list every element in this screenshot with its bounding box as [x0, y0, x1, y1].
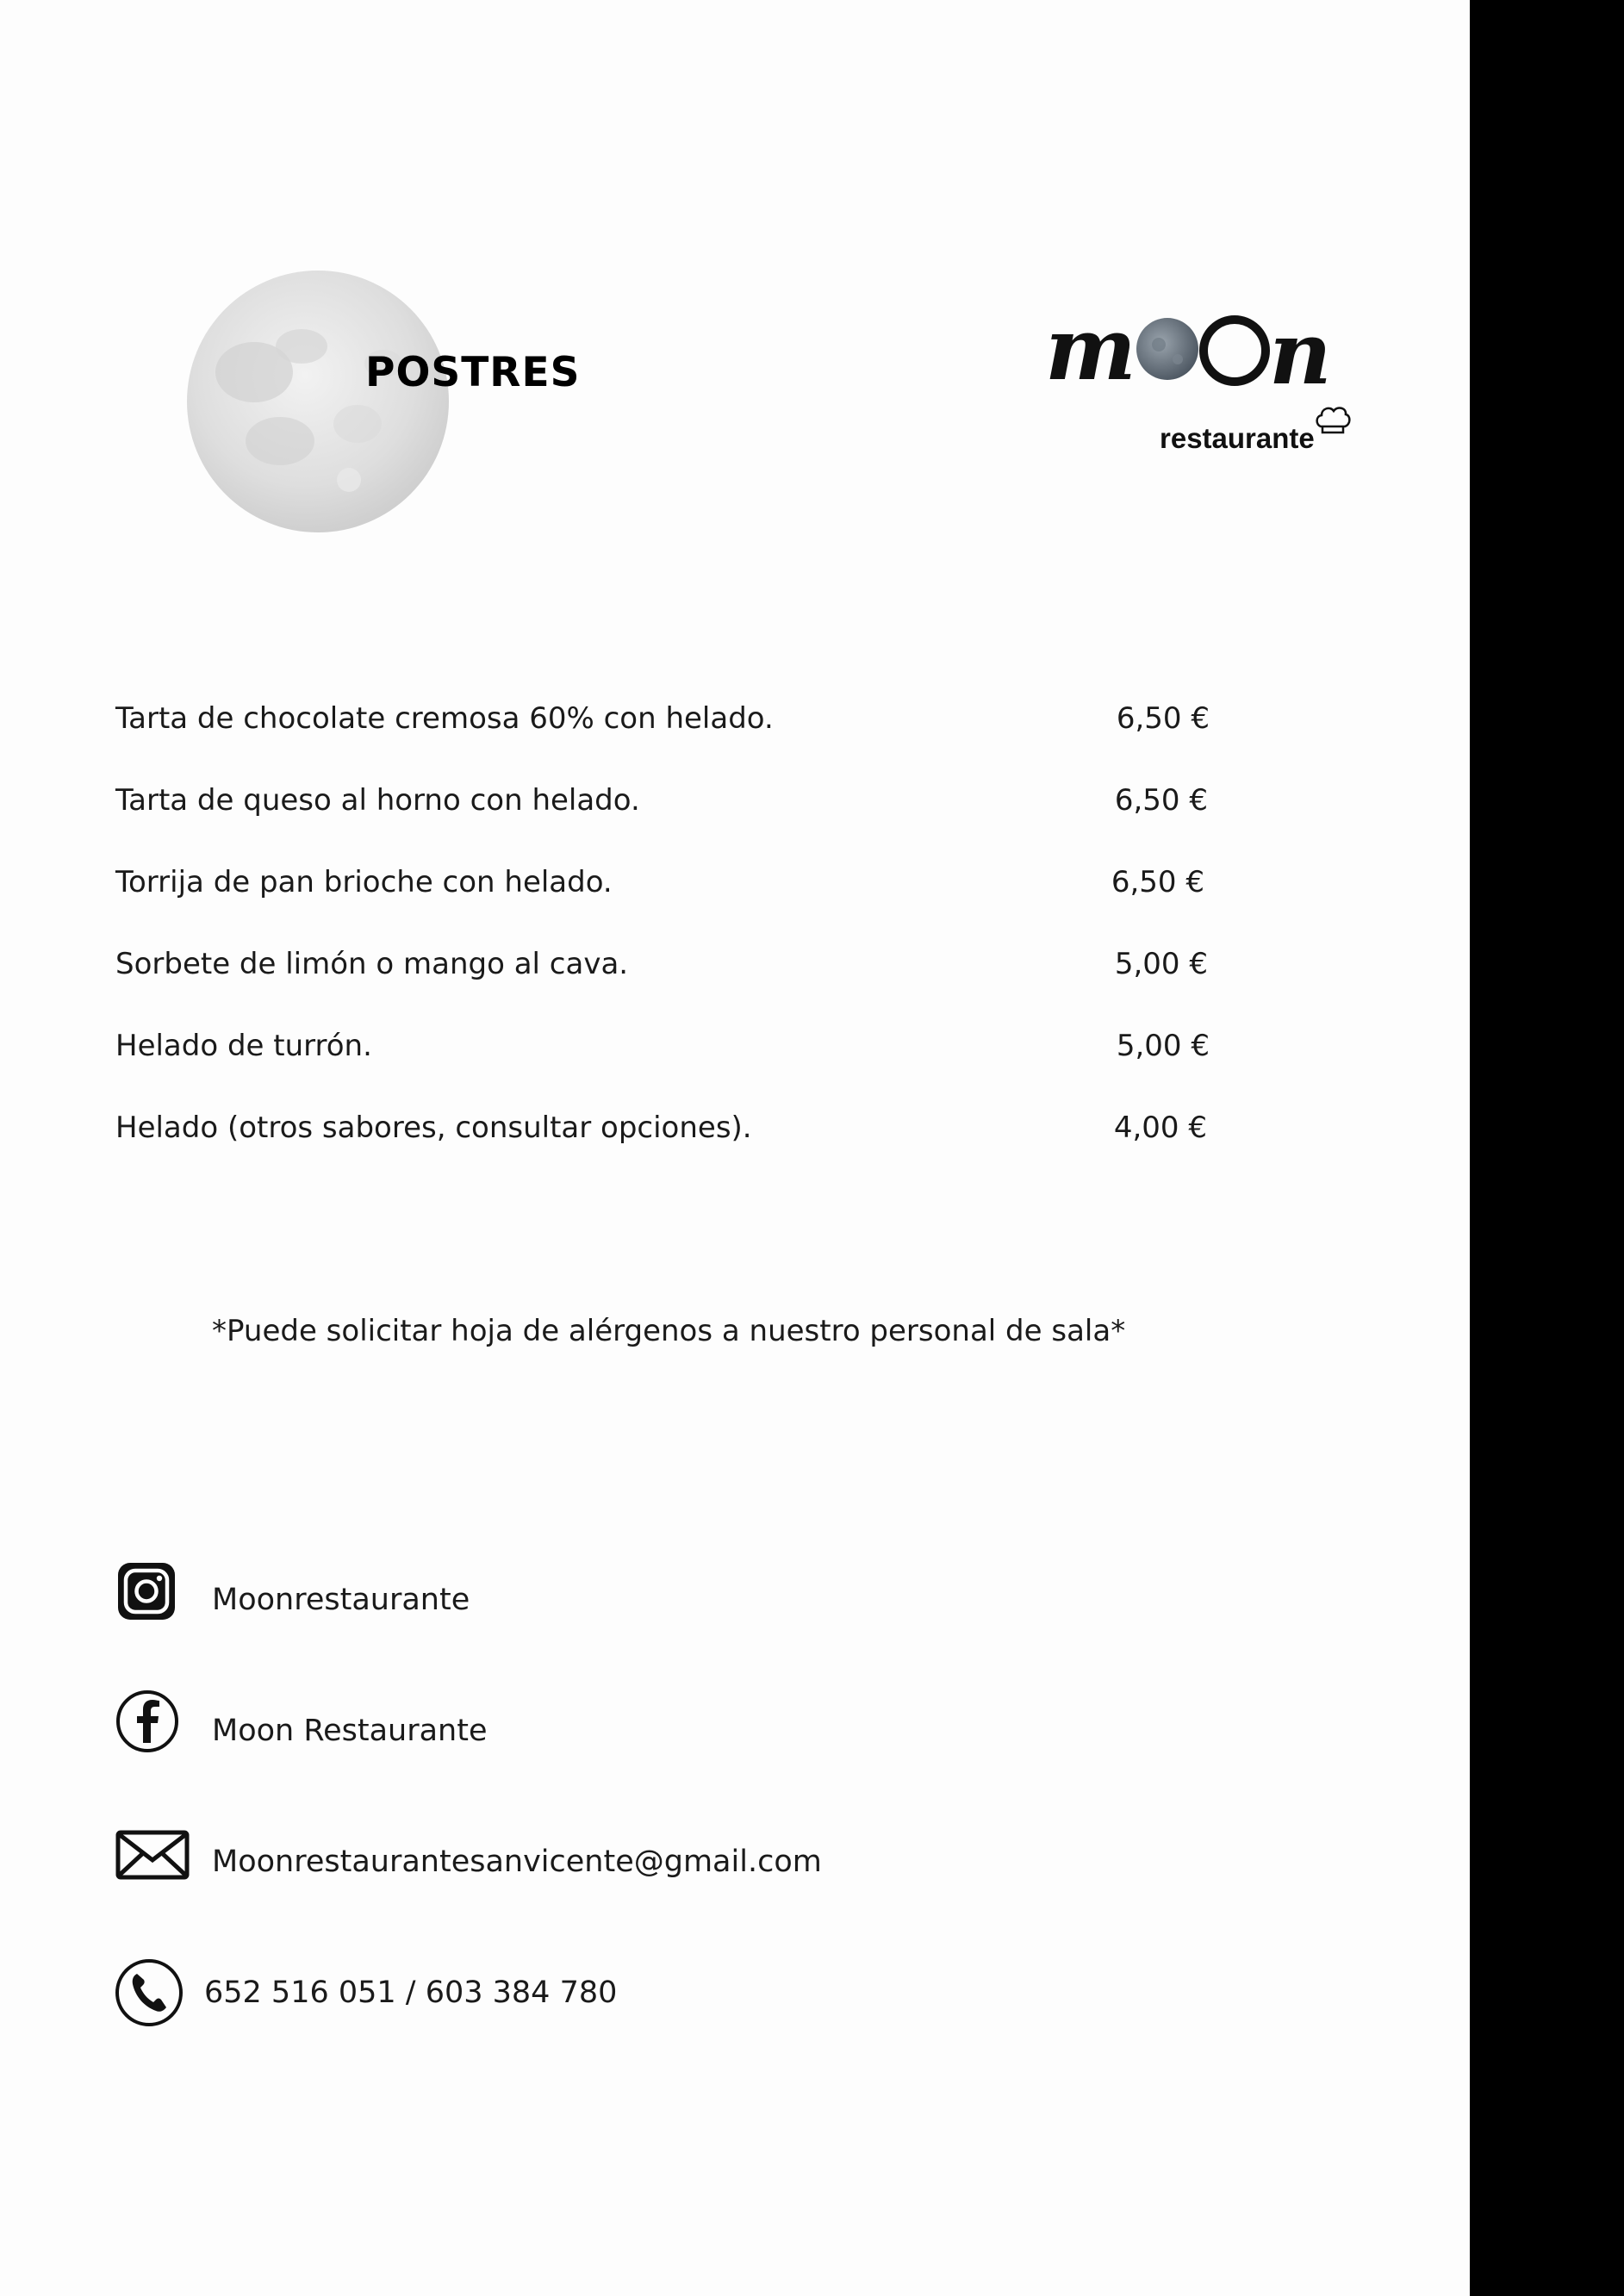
menu-item-price: 6,50 €: [1111, 865, 1204, 899]
menu-item-name: Tarta de queso al horno con helado.: [115, 783, 640, 818]
menu-item-price: 5,00 €: [1116, 1029, 1210, 1063]
logo-lettering: [1038, 297, 1357, 401]
menu-item: [115, 947, 1210, 990]
svg-text:m: m: [1045, 298, 1136, 400]
instagram-handle: Moonrestaurante: [212, 1583, 470, 1617]
menu-item-name: Tarta de chocolate cremosa 60% con helado.: [115, 701, 774, 736]
phone-icon: [115, 1958, 184, 2027]
svg-text:n: n: [1269, 302, 1332, 401]
allergen-note: *Puede solicitar hoja de alérgenos a nuestro personal de sala*: [212, 1314, 1126, 1348]
menu-item: [115, 701, 1210, 744]
menu-item: [115, 1029, 1210, 1072]
logo-subtitle: restaurante: [1160, 422, 1315, 454]
email-address: Moonrestaurantesanvicente@gmail.com: [212, 1845, 822, 1879]
menu-item-price: 6,50 €: [1114, 783, 1208, 818]
side-bar: [1470, 0, 1624, 2296]
menu-item-price: 4,00 €: [1113, 1111, 1207, 1145]
menu-item-name: Sorbete de limón o mango al cava.: [115, 947, 629, 981]
chef-hat-icon: [1314, 401, 1352, 435]
menu-item-price: 5,00 €: [1114, 947, 1208, 981]
facebook-page: Moon Restaurante: [212, 1714, 488, 1748]
envelope-icon: [115, 1830, 190, 1880]
moon-logo: [1038, 297, 1357, 461]
menu-item-name: Torrija de pan brioche con helado.: [115, 865, 613, 899]
menu-item: [115, 865, 1210, 908]
moon-image: [185, 269, 451, 534]
page-title: POSTRES: [365, 349, 581, 396]
menu-item: [115, 1111, 1210, 1154]
phone-numbers: 652 516 051 / 603 384 780: [204, 1976, 618, 2010]
menu-item-price: 6,50 €: [1116, 701, 1210, 736]
facebook-icon: [115, 1689, 179, 1753]
menu-item-name: Helado de turrón.: [115, 1029, 372, 1063]
menu-item: [115, 783, 1210, 826]
instagram-icon: [116, 1561, 177, 1621]
menu-item-name: Helado (otros sabores, consultar opciones).: [115, 1111, 752, 1145]
